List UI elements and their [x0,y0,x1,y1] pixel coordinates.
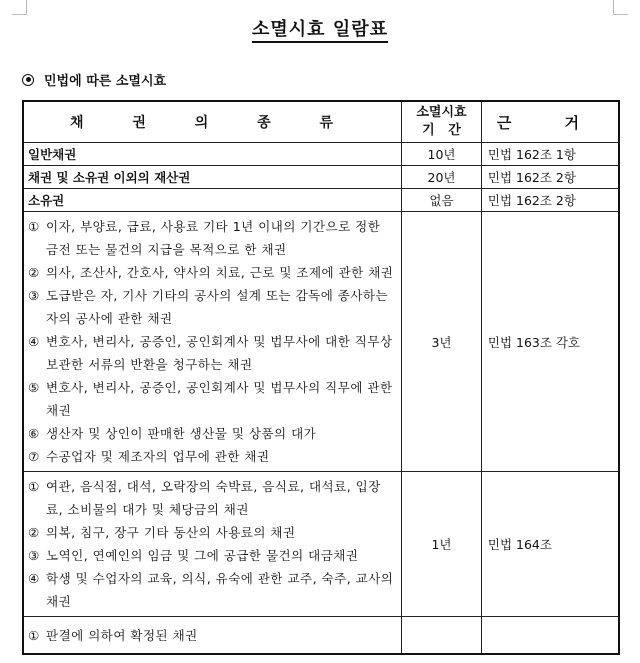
row-period: 20년 [402,166,482,189]
list-cell-last [23,617,402,655]
row-basis: 민법 164조 [481,472,619,617]
item-number: ③ [28,288,40,303]
row-basis: 민법 162조 2항 [481,189,619,212]
list-item [28,376,395,422]
row-kind: 소유권 [23,189,402,212]
list-item [28,261,395,284]
table-row [23,143,619,166]
row-basis: 민법 163조 각호 [481,212,619,472]
header-period-line2: 기 간 [422,123,461,138]
list-cell-3yr [23,212,402,472]
item-number: ④ [28,571,40,586]
header-period [402,101,482,143]
list-item [28,445,395,468]
row-kind: 일반채권 [23,143,402,166]
item-text: 노역인, 연예인의 임금 및 그에 공급한 물건의 대금채권 [46,548,359,563]
prescription-table [22,100,620,655]
item-text: 이자, 부양료, 급료, 사용료 기타 1년 이내의 기간으로 정한 금전 또는 물건의 지급을 목적으로 한 채권 [46,219,381,257]
item-text: 변호사, 변리사, 공증인, 공인회계사 및 법무사의 직무에 관한 채권 [46,380,393,418]
table-row [23,166,619,189]
item-text: 판결에 의하여 확정된 채권 [46,627,198,643]
header-basis: 근 거 [481,101,619,143]
list-item [28,544,395,567]
target-bullet-icon [22,74,34,86]
table-row [23,189,619,212]
item-text: 여관, 음식점, 대석, 오락장의 숙박료, 음식료, 대석료, 입장료, 소비물의 대가 및 체당금의 채권 [46,479,381,517]
table-row-group-3yr [23,212,619,472]
list-item [28,475,395,521]
table-header-row [23,101,619,143]
row-period: 3년 [402,212,482,472]
list-item [28,521,395,544]
document-title: 소멸시효 일람표 [0,15,640,41]
item-number: ④ [28,334,40,349]
row-period: 10년 [402,143,482,166]
item-text: 의복, 침구, 장구 기타 동산의 사용료의 채권 [46,525,296,540]
item-text: 생산자 및 상인이 판매한 생산물 및 상품의 대가 [46,426,317,441]
header-period-line1: 소멸시효 [416,105,467,120]
item-number: ① [28,479,40,494]
item-text: 변호사, 변리사, 공증인, 공인회계사 및 법무사에 대한 직무상 보관한 서류의 반환을 청구하는 채권 [46,334,393,372]
row-period: 없음 [402,189,482,212]
list-cell-1yr [23,472,402,617]
section-heading [22,70,166,89]
row-basis-empty [481,617,619,655]
item-text: 의사, 조산사, 간호사, 약사의 치료, 근로 및 조제에 관한 채권 [46,265,394,280]
list-item [28,215,395,261]
item-number: ⑤ [28,380,40,395]
row-basis: 민법 162조 2항 [481,166,619,189]
list-item [28,284,395,330]
item-text: 학생 및 수업자의 교육, 의식, 유숙에 관한 교주, 숙주, 교사의 채권 [46,571,394,609]
section-label: 민법에 따른 소멸시효 [44,74,167,89]
item-number: ⑥ [28,426,40,441]
page-corner-mark-left [12,0,27,15]
table-row-group-last [23,617,619,655]
row-basis: 민법 162조 1항 [481,143,619,166]
table-row-group-1yr [23,472,619,617]
item-number: ⑦ [28,449,40,464]
item-number: ② [28,265,40,280]
item-number: ① [28,627,40,643]
row-kind: 채권 및 소유권 이외의 재산권 [23,166,402,189]
item-text: 도급받은 자, 기사 기타의 공사의 설계 또는 감독에 종사하는 자의 공사에 관한 채권 [46,288,389,326]
item-number: ① [28,219,40,234]
item-number: ③ [28,548,40,563]
list-item [28,422,395,445]
page-corner-mark-right [613,0,628,15]
list-item [28,567,395,613]
row-period-empty [402,617,482,655]
item-text: 수공업자 및 제조자의 업무에 관한 채권 [46,449,270,464]
list-item [28,330,395,376]
header-kind: 채 권 의 종 류 [23,101,402,143]
row-period: 1년 [402,472,482,617]
list-item [28,624,395,647]
item-number: ② [28,525,40,540]
